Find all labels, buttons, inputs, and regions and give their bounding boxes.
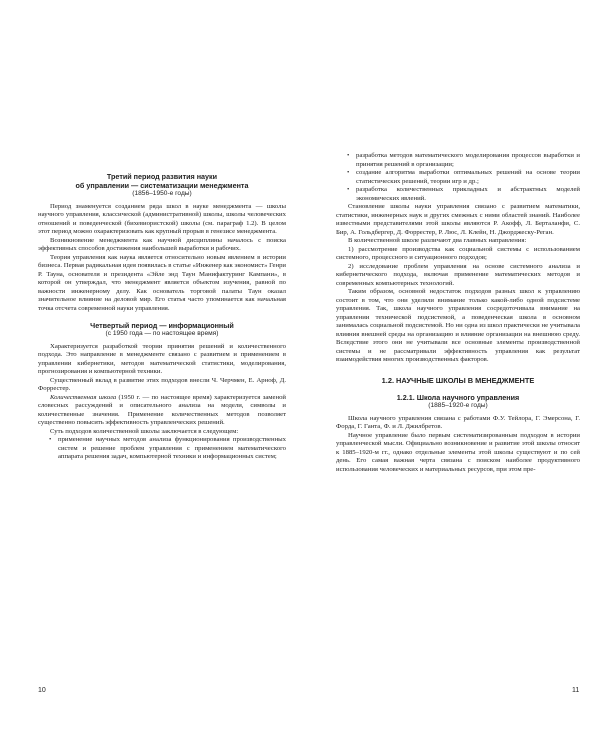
paragraph: Суть подходов количественной школы заключается в следующем: [50, 427, 239, 435]
paragraph: Период знаменуется созданием ряда школ в науке менеджмента — школы научного управления, классической (административной) школы, школы человеческих отношений и поведенческой (бихевиористской) школы (см. параграф 1.2). В целом этот период можно охарактеризовать как крупный прорыв в генезисе менеджмента. [38, 202, 286, 235]
right-text-column [336, 152, 580, 474]
page-number-left: 10 [38, 687, 46, 694]
right-page [300, 0, 600, 750]
subsection-years: (1885–1920-е годы) [428, 402, 488, 409]
bullet-item: • применение научных методов анализа функционирования производственных систем и решение проблем управления с применением математического аппарата решения задач, компьютерной техники и информационных систем; [49, 436, 286, 460]
paragraph: Характеризуется разработкой теории принятия решений и количественного подхода. Это направление в менеджменте связано с развитием и применением в управлении кибернетики, методов математической статистики, моделирования, прогнозирования и компьютерной техники. [38, 342, 286, 375]
emphasis-term: Количественная школа [50, 393, 117, 401]
paragraph: Школа научного управления связана с работами Ф.У. Тейлора, Г. Эмерсона, Г. Форда, Г. Ганта, Ф. и Л. Джилбретов. [336, 414, 580, 430]
period3-title-line1: Третий период развития науки [106, 172, 218, 181]
period3-title-line2: об управлении — систематизации менеджмента [75, 181, 249, 190]
period4-years: (с 1950 года — по настоящее время) [105, 330, 219, 337]
period3-years: (1856–1950-е годы) [132, 190, 192, 197]
paragraph: Таким образом, основной недостаток подходов разных школ к управлению состоит в том, что они уделяли внимание только какой-либо одной подсистеме управления. Так, школа научного управления сосредоточивала внимание на управлении технической подсистемой, а поведенческая школа в основном занималась социальной подсистемой. Но ни одна из школ практически не учитывала влияния внешней среды на организацию и влияние организации на внешнюю среду. Вследствие этого они не учитывали все основные элементы производственной системы и не рассматривали эффективность управления как результат взаимодействия многих производственных факторов. [336, 288, 580, 363]
paragraph: Становление школы науки управления связано с развитием математики, статистики, инженерных наук и других смежных с ними областей знаний. Наиболее известными представителями этой школы являются Р. Акофф, Л. Берталанфи, С. Бир, А. Гольдбергер, Д. Форрестер, Р. Люс, Л. Клейн, Н. Джорджеску-Реган. [336, 203, 580, 236]
paragraph: 1) рассмотрение производства как социальной системы с использованием системного, процессного и ситуационного подходов; [336, 245, 580, 261]
paragraph: 2) исследование проблем управления на основе системного анализа и кибернетического подхода, включая применение математических методов и современных компьютерных технологий. [336, 262, 580, 287]
paragraph [38, 394, 286, 428]
paragraph: Возникновение менеджмента как научной дисциплины началось с поиска эффективных способов достижения наибольшей выработки и рабочих. [38, 236, 286, 252]
paragraph: В количественной школе различают два главных направления: [348, 237, 527, 244]
paragraph: Существенный вклад в развитие этих подходов внесли Ч. Черчмен, Е. Арноф, Д. Форрестер. [38, 376, 286, 392]
bullet-dot-icon: • [347, 152, 350, 159]
page-number-right: 11 [572, 687, 580, 694]
bullet-item: • создание алгоритма выработки оптимальных решений на основе теории статистических решений, теории игр и др.; [347, 169, 580, 185]
paragraph: Научное управление было первым систематизированным подходом в истории управленческой мысли. Официально возникновение и развитие этой школы относят к 1885–1920-м гг., однако отдельные элементы этой школы существуют и по сей день. Его самая важная черта связана с поиском наиболее продуктивного использования человеческих и материальных ресурсов, при этом пре- [336, 431, 580, 473]
paragraph: Теория управления как наука является относительно новым явлением в истории бизнеса. Первая радикальная идея появилась в статье «Инженер как экономист» Генри Р. Тауна, основателя и президента «Эйле энд Таун Манифактуринг Кампани», в которой он утверждал, что менеджмент является объектом изучения, равной по важности инженерному делу. Как основатель торговой палаты Таун оказал значительное влияние на деловой мир. Его статья часто упоминается как начальная точка отсчета современной науки управления. [38, 253, 286, 312]
bullet-item: • разработка методов математического моделирования процессов выработки и принятия решений в организации; [347, 152, 580, 168]
paragraph-rest: (1950 г. — по настоящее время) характеризуется заменой словесных рассуждений и описательного анализа на модели, символы и количественные значения. Применение количественных методов позволяет существенно повысить эффективность управленческих решений. [38, 393, 286, 426]
section-heading: 1.2. НАУЧНЫЕ ШКОЛЫ В МЕНЕДЖМЕНТЕ [381, 375, 535, 385]
subsection-title: 1.2.1. Школа научного управления [396, 393, 520, 402]
period4-title: Четвертый период — информационный [90, 321, 234, 330]
bullet-dot-icon: • [347, 186, 350, 193]
bullet-dot-icon: • [49, 436, 52, 443]
bullet-item: • разработка количественных прикладных и абстрактных моделей экономических явлений. [347, 186, 580, 202]
left-text-column [38, 172, 286, 462]
bullet-dot-icon: • [347, 169, 350, 176]
